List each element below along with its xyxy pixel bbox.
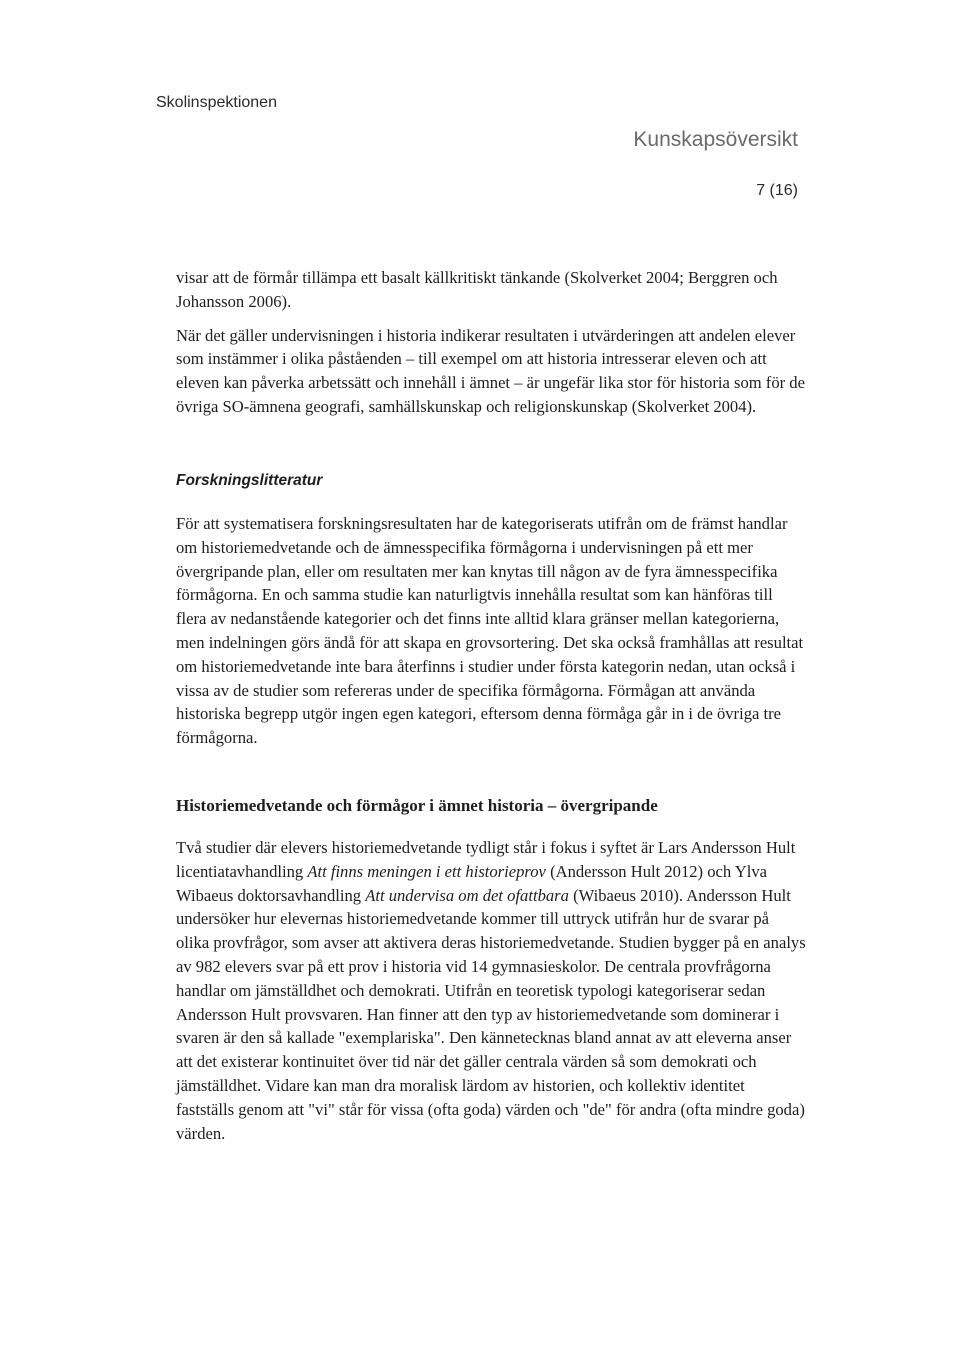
- intro-paragraph-2: När det gäller undervisningen i historia indikerar resultaten i utvärderingen att andelen elever som instämmer i olika påståenden – till exempel om att historia intresserar eleven och att eleven kan påverka arbetssätt och innehåll i ämnet – är ungefär lika stor för historia som för de övriga SO-ämnena geografi, samhällskunskap och religionskunskap (Skolverket 2004).: [176, 325, 805, 416]
- document-title: Kunskapsöversikt: [633, 128, 798, 151]
- intro-paragraph-1: visar att de förmår tillämpa ett basalt källkritiskt tänkande (Skolverket 2004; Berggren och Johansson 2006).: [176, 268, 778, 311]
- section-historical-consciousness: [176, 796, 806, 1145]
- thesis-title: Att undervisa om det ofattbara: [365, 885, 569, 905]
- intro-text: [176, 266, 806, 419]
- section-research-literature: [176, 472, 806, 750]
- section-heading: Historiemedvetande och förmågor i ämnet historia – övergripande: [176, 796, 658, 815]
- section-paragraph: [176, 836, 806, 1145]
- text-run: (Andersson Hult 2012) och Ylva Wibaeus doktorsavhandling: [176, 861, 767, 905]
- text-run: Två studier där elevers historiemedvetande tydligt står i fokus i syftet är Lars Andersson Hult licentiatavhandling: [176, 838, 796, 881]
- section-heading: Forskningslitteratur: [176, 472, 323, 489]
- page-number: 7 (16): [756, 182, 798, 199]
- organization-name: Skolinspektionen: [156, 94, 277, 111]
- section-paragraph: För att systematisera forskningsresultaten har de kategoriserats utifrån om de främst handlar om historiemedvetande och de ämnesspecifika förmågorna i undervisningen på ett mer övergripande plan, eller om resultaten mer kan knytas till någon av de fyra ämnesspecifika förmågorna. En och samma studie kan naturligtvis innehålla resultat som kan hänföras till flera av nedanstående kategorier och det finns inte alltid klara gränser mellan kategorierna, men indelningen görs ändå för att skapa en grovsortering. Det ska också framhållas att resultat om historiemedvetande inte bara återfinns i studier under första kategorin nedan, utan också i vissa av de studier som refereras under de specifika förmågorna. Förmågan att använda historiska begrepp utgör ingen egen kategori, eftersom denna förmåga går in i de övriga tre förmågorna.: [176, 514, 804, 748]
- text-run: (Wibaeus 2010). Andersson Hult undersöker hur elevernas historiemedvetande kommer till uttryck utifrån hur de svarar på olika provfrågor, som avser att aktivera deras historiemedvetande. Studien bygger på en analys av 982 elevers svar på ett prov i historia vid 14 gymnasieskolor. De centrala provfrågorna handlar om jämställdhet och demokrati. Utifrån en teoretisk typologi kategoriserar sedan Andersson Hult provsvaren. Han finner att den typ av historiemedvetande som dominerar i svaren är den så kallade "exemplariska". Den kännetecknas bland annat av att eleverna anser att det existerar kontinuitet över tid när det gäller centrala värden så som demokrati och jämställdhet. Vidare kan man dra moralisk lärdom av historien, och kollektiv identitet fastställs genom att "vi" står för vissa (ofta goda) värden och "de" för andra (ofta mindre goda) värden.: [176, 885, 806, 1143]
- thesis-title: Att finns meningen i ett historieprov: [307, 861, 546, 881]
